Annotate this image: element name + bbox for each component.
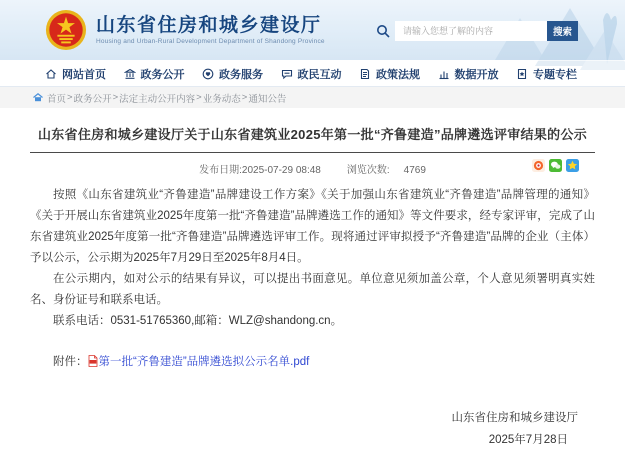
nav-item-interaction[interactable] xyxy=(281,66,342,82)
breadcrumb-item-statutory[interactable]: 法定主动公开内容 xyxy=(119,93,196,105)
signature-date: 2025年7月28日 xyxy=(488,434,568,446)
site-search xyxy=(376,21,578,41)
article-title: 山东省住房和城乡建设厅关于山东省建筑业2025年第一批“齐鲁建造”品牌遴选评审结果的公示 xyxy=(37,127,588,142)
paragraph-3-contact: 联系电话：0531-51765360,邮箱：WLZ@shandong.cn。 xyxy=(53,315,343,327)
breadcrumb-separator: > xyxy=(196,92,202,103)
nav-label: 政务服务 xyxy=(219,68,263,81)
bar-chart-icon xyxy=(438,68,450,80)
site-title: 山东省住房和城乡建设厅 xyxy=(96,15,322,36)
breadcrumb-home-icon xyxy=(33,93,43,102)
breadcrumb-separator: > xyxy=(67,92,73,103)
nav-label: 政策法规 xyxy=(376,68,420,81)
paragraph-2: 在公示期内，如对公示的结果有异议，可以提出书面意见。单位意见须加盖公章，个人意见须署明真实姓名、身份证号和联系电话。 xyxy=(30,273,595,306)
attachment-link[interactable]: 第一批“齐鲁建造”品牌遴选拟公示名单.pdf xyxy=(98,356,310,368)
publish-date-value: 2025-07-29 08:48 xyxy=(241,165,321,176)
national-emblem-icon xyxy=(45,9,87,51)
breadcrumb xyxy=(0,86,625,108)
wechat-share-icon[interactable] xyxy=(549,159,562,172)
government-building-icon xyxy=(124,68,136,80)
nav-item-special-topics[interactable] xyxy=(516,66,577,82)
breadcrumb-item-notices[interactable]: 通知公告 xyxy=(248,93,287,105)
breadcrumb-separator: > xyxy=(112,92,119,103)
nav-label: 政民互动 xyxy=(297,68,342,81)
attachment-label: 附件： xyxy=(53,356,88,368)
breadcrumb-item-public-info[interactable]: 政务公开 xyxy=(73,93,112,105)
nav-label: 专题专栏 xyxy=(533,68,577,81)
main-navigation xyxy=(0,60,625,86)
views-value: 4769 xyxy=(403,165,426,176)
star-page-icon xyxy=(516,68,528,80)
attachment-row xyxy=(30,352,595,373)
publish-date-label: 发布日期: xyxy=(199,165,242,176)
article-body xyxy=(30,185,595,332)
qzone-share-icon[interactable] xyxy=(566,159,579,172)
nav-item-public-info[interactable] xyxy=(124,66,185,82)
nav-item-policies[interactable] xyxy=(359,66,420,82)
weibo-share-icon[interactable] xyxy=(532,159,545,172)
chat-bubble-icon xyxy=(281,68,293,80)
breadcrumb-item-home[interactable]: 首页 xyxy=(47,93,67,105)
nav-item-home[interactable] xyxy=(45,66,106,82)
signature-department: 山东省住房和城乡建设厅 xyxy=(451,412,578,424)
article-content xyxy=(0,108,625,451)
search-button[interactable]: 搜索 xyxy=(547,21,578,41)
article-meta xyxy=(30,153,595,185)
nav-label: 数据开放 xyxy=(454,68,499,81)
breadcrumb-separator: > xyxy=(241,92,248,103)
nav-label: 政务公开 xyxy=(140,68,185,81)
document-icon xyxy=(359,68,371,80)
article-signature xyxy=(30,407,595,451)
nav-label: 网站首页 xyxy=(62,68,106,81)
pdf-file-icon xyxy=(88,355,98,367)
nav-item-services[interactable] xyxy=(202,66,263,82)
search-icon xyxy=(376,24,390,38)
share-buttons xyxy=(532,159,579,172)
site-banner xyxy=(0,0,625,60)
paragraph-1: 按照《山东省建筑业“齐鲁建造”品牌建设工作方案》《关于加强山东省建筑业“齐鲁建造”品牌管理的通知》《关于开展山东省建筑业2025年度第一批“齐鲁建造”品牌遴选工作的通知》等文件要求，经专家评审，完成了山东省建筑业2025年度第一批“齐鲁建造”品牌遴选评审工作。现将通过评审拟授予“齐鲁建造”品牌的企业（主体）予以公示，公示期为2025年7月29日至2025年8月4日。 xyxy=(30,189,595,264)
breadcrumb-item-business[interactable]: 业务动态 xyxy=(202,93,241,105)
nav-item-open-data[interactable] xyxy=(438,66,499,82)
home-icon xyxy=(45,68,57,80)
views-label: 浏览次数: xyxy=(346,165,390,176)
search-input[interactable] xyxy=(395,21,547,41)
heart-service-icon xyxy=(202,68,214,80)
site-subtitle-en: Housing and Urban-Rural Development Department of Shandong Province xyxy=(96,38,325,45)
